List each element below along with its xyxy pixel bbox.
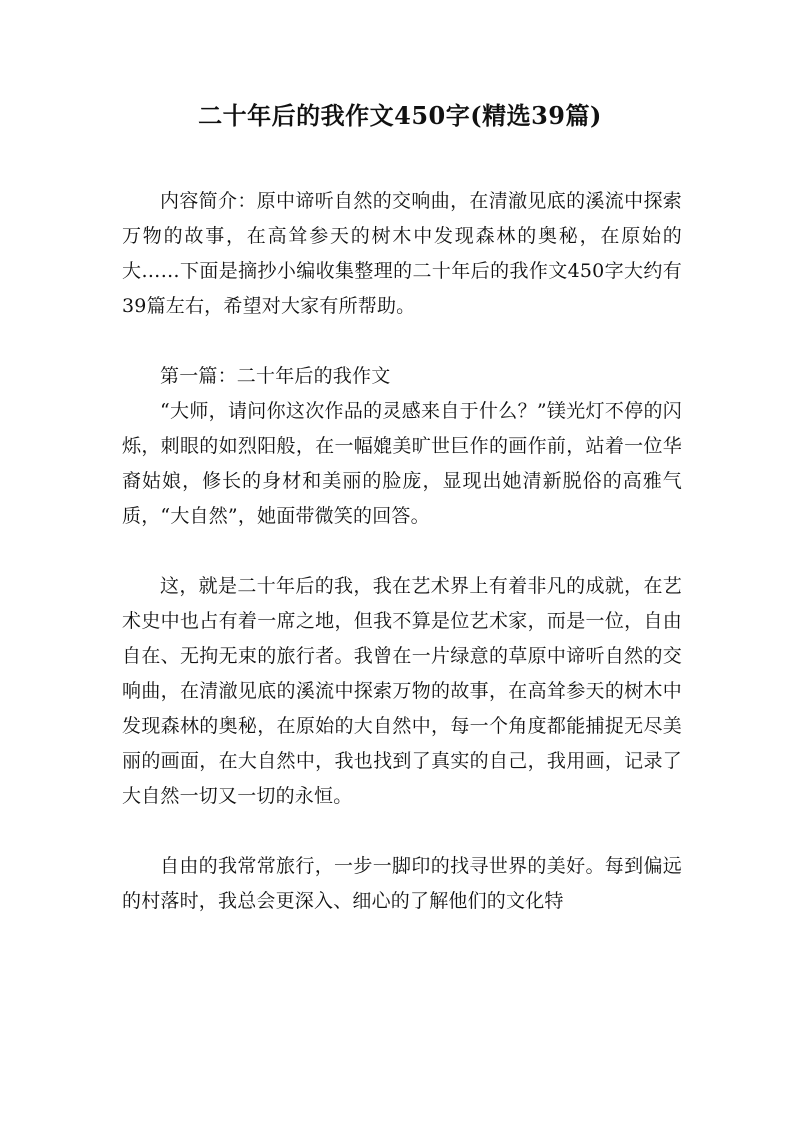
body-paragraph-1: “大师，请问你这次作品的灵感来自于什么？”镁光灯不停的闪烁，刺眼的如烈阳般，在一幅媲美旷世巨作的画作前，站着一位华裔姑娘，修长的身材和美丽的脸庞，显现出她清新脱俗的高雅气质，“大自然”，她面带微笑的回答。 <box>122 400 682 527</box>
body-paragraph-2: 这，就是二十年后的我，我在艺术界上有着非凡的成就，在艺术史中也占有着一席之地，但我不算是位艺术家，而是一位，自由自在、无拘无束的旅行者。我曾在一片绿意的草原中谛听自然的交响曲，在清澈见底的溪流中探索万物的故事，在高耸参天的树木中发现森林的奥秘，在原始的大自然中，每一个角度都能捕捉无尽美丽的画面，在大自然中，我也找到了真实的自己，我用画，记录了大自然一切又一切的永恒。 <box>122 575 682 807</box>
section-heading: 第一篇：二十年后的我作文 <box>160 365 391 387</box>
document-body <box>122 184 682 919</box>
paragraph-spacer <box>122 534 682 569</box>
paragraph-spacer <box>122 324 682 359</box>
document-title: 二十年后的我作文450字(精选39篇) <box>198 101 602 130</box>
paragraph-spacer <box>122 814 682 849</box>
body-paragraph-3: 自由的我常常旅行，一步一脚印的找寻世界的美好。每到偏远的村落时，我总会更深入、细心的了解他们的文化特 <box>122 855 682 912</box>
summary-paragraph: 内容简介：原中谛听自然的交响曲，在清澈见底的溪流中探索万物的故事，在高耸参天的树木中发现森林的奥秘，在原始的大……下面是摘抄小编收集整理的二十年后的我作文450字大约有39篇左右，希望对大家有所帮助。 <box>122 190 682 317</box>
